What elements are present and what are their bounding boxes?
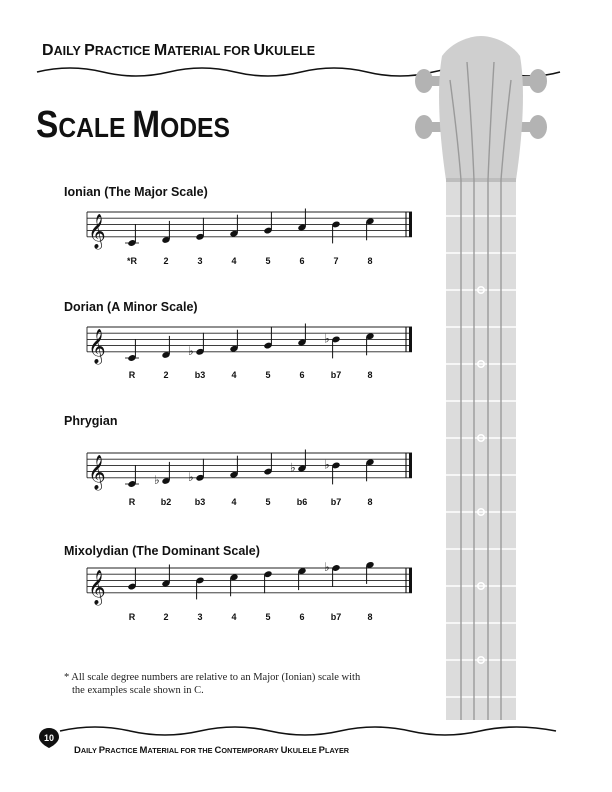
- scale-degree-label: 6: [299, 370, 305, 380]
- scale-degree-label: 8: [367, 256, 373, 266]
- scale-degree-label: 8: [367, 612, 373, 622]
- scale-degree-label: 5: [265, 370, 271, 380]
- scale-title-dorian: Dorian (A Minor Scale): [64, 300, 198, 314]
- note: [331, 220, 340, 243]
- scale-title-mixolydian: Mixolydian (The Dominant Scale): [64, 544, 260, 558]
- footnote-line-1: * All scale degree numbers are relative to an Major (Ionian) scale with: [64, 672, 361, 683]
- scale-degree-label: 8: [367, 497, 373, 507]
- running-footer-title: DAILY PRACTICE MATERIAL FOR THE CONTEMPORARY UKULELE PLAYER: [74, 745, 350, 756]
- running-header-title: DAILY PRACTICE MATERIAL FOR UKULELE: [42, 42, 316, 59]
- scale-degree-label: R: [128, 497, 136, 507]
- treble-clef-icon: 𝄞: [88, 454, 106, 490]
- scale-degree-label: R: [128, 370, 136, 380]
- flat-icon: ♭: [290, 460, 296, 475]
- scale-degree-label: b7: [330, 497, 342, 507]
- scale-degree-label: b2: [160, 497, 172, 507]
- scale-degree-label: b3: [194, 497, 206, 507]
- scale-title-phrygian: Phrygian: [64, 414, 118, 428]
- staff: [87, 209, 412, 250]
- note: [195, 576, 204, 599]
- flat-icon: ♭: [154, 472, 160, 487]
- note: [127, 568, 136, 591]
- scale-degree-label: b7: [330, 370, 342, 380]
- scale-degree-label: 4: [231, 370, 237, 380]
- scale-degree-label: R: [128, 612, 136, 622]
- note: [324, 331, 341, 358]
- staff: [87, 324, 412, 365]
- page-number: 10: [43, 733, 55, 743]
- page-number-badge: [38, 727, 60, 749]
- scale-degree-label: 4: [231, 497, 237, 507]
- staff: [87, 450, 412, 491]
- note: [263, 212, 272, 235]
- note: [324, 457, 341, 484]
- note: [125, 339, 139, 362]
- note: [324, 560, 341, 587]
- scale-degree-label: 6: [299, 612, 305, 622]
- scale-degree-label: 8: [367, 370, 373, 380]
- treble-clef-icon: 𝄞: [88, 328, 106, 364]
- scale-degree-label: 7: [333, 256, 339, 266]
- flat-icon: ♭: [324, 331, 330, 346]
- footnote: [64, 671, 424, 697]
- scale-degree-label: b7: [330, 612, 342, 622]
- flat-icon: ♭: [188, 343, 194, 358]
- staff: [87, 560, 412, 606]
- scale-degree-label: b6: [296, 497, 308, 507]
- scale-degree-label: 5: [265, 256, 271, 266]
- flat-icon: ♭: [188, 469, 194, 484]
- page-title: SCALE MODES: [36, 104, 230, 146]
- treble-clef-icon: 𝄞: [88, 213, 106, 249]
- footnote-line-2: the examples scale shown in C.: [72, 685, 204, 696]
- scale-degree-label: 6: [299, 256, 305, 266]
- scale-degree-label: 5: [265, 497, 271, 507]
- note: [263, 570, 272, 593]
- note: [125, 465, 139, 488]
- flat-icon: ♭: [324, 560, 330, 574]
- scale-degree-label: 2: [163, 256, 169, 266]
- scale-degree-label: 3: [197, 256, 203, 266]
- scale-degree-label: *R: [126, 256, 137, 266]
- scale-title-ionian: Ionian (The Major Scale): [64, 185, 208, 199]
- scale-degree-label: 5: [265, 612, 271, 622]
- note: [195, 218, 204, 241]
- scale-degree-label: 2: [163, 612, 169, 622]
- note: [125, 224, 139, 247]
- scale-degree-label: 2: [163, 370, 169, 380]
- scale-degree-label: b3: [194, 370, 206, 380]
- treble-clef-icon: 𝄞: [88, 569, 106, 605]
- scale-degree-label: 4: [231, 612, 237, 622]
- flat-icon: ♭: [324, 457, 330, 472]
- scale-degree-label: 3: [197, 612, 203, 622]
- note: [263, 453, 272, 476]
- note: [263, 327, 272, 350]
- scale-degree-label: 4: [231, 256, 237, 266]
